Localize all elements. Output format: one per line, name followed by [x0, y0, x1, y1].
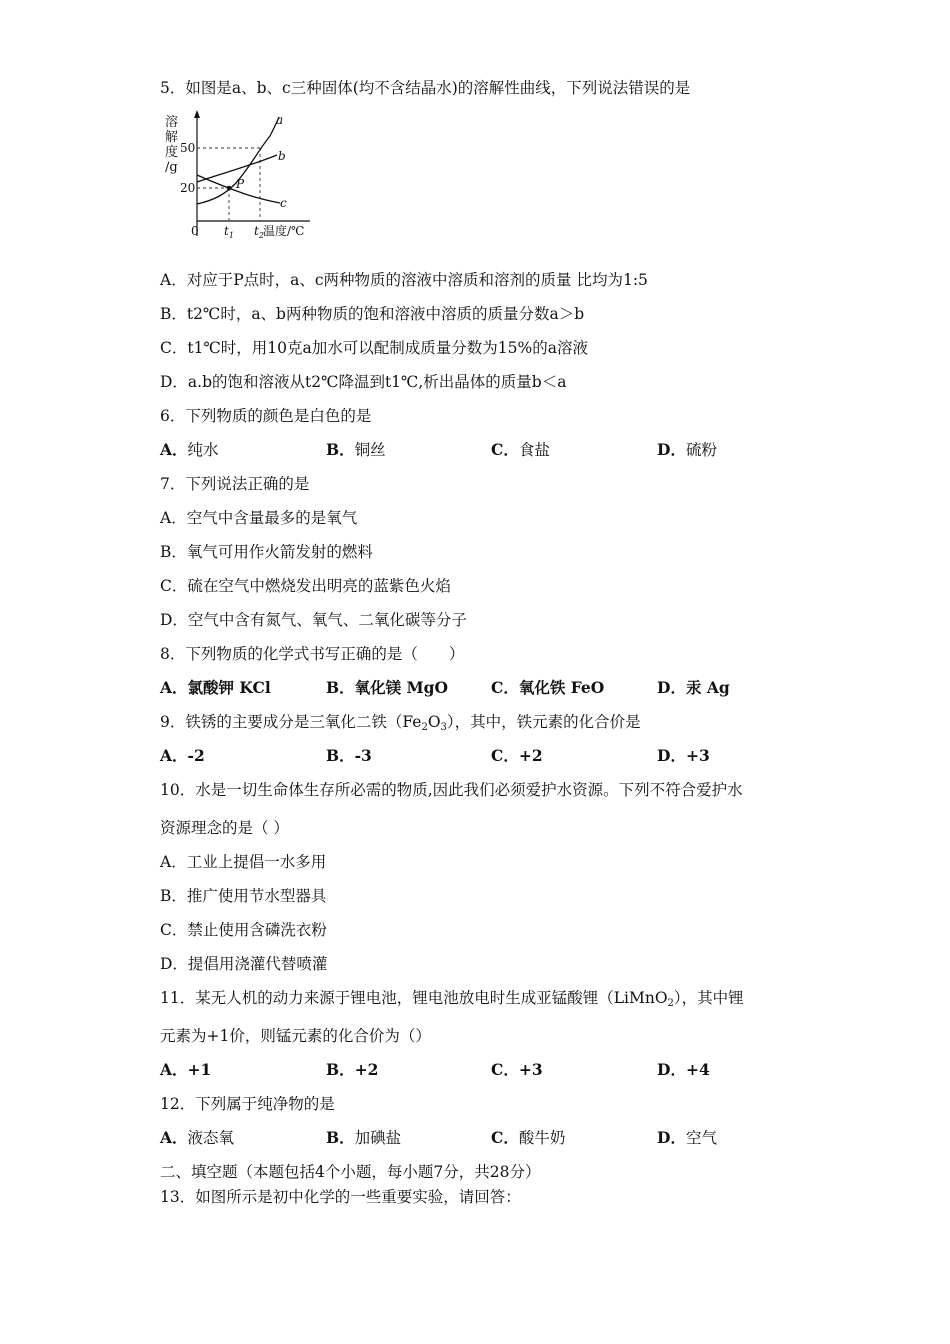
q7-option-c: C．硫在空气中燃烧发出明亮的蓝紫色火焰	[160, 577, 451, 595]
q10-option-d: D．提倡用浇灌代替喷灌	[160, 955, 328, 973]
q5-option-c: C．t1℃时，用10克a加水可以配制成质量分数为15%的a溶液	[160, 339, 588, 357]
q9-option-b: B．-3	[326, 746, 372, 765]
q12-option-b: B．加碘盐	[326, 1128, 402, 1147]
q8-option-d: D．汞 Ag	[657, 678, 730, 697]
q5-stem: 5．如图是a、b、c三种固体(均不含结晶水)的溶解性曲线，下列说法错误的是	[160, 79, 691, 97]
q6-option-d: D．硫粉	[657, 440, 717, 459]
label-c: c	[280, 196, 287, 210]
q7-option-b: B．氧气可用作火箭发射的燃料	[160, 543, 373, 561]
q11-stem-line1: 11．某无人机的动力来源于锂电池，锂电池放电时生成亚锰酸锂（LiMnO$_2$），其中锂	[160, 989, 744, 1009]
q6-stem: 6．下列物质的颜色是白色的是	[160, 407, 372, 425]
solubility-graph	[160, 108, 320, 243]
ylabel-1: 溶	[165, 115, 179, 130]
q11-option-d: D．+4	[657, 1060, 710, 1079]
ylabel-3: 度	[165, 145, 179, 160]
q6-option-b: B．铜丝	[326, 440, 386, 459]
t2-label: $t_2$	[254, 224, 264, 240]
q12-option-a: A．液态氧	[160, 1128, 235, 1147]
q9-option-d: D．+3	[657, 746, 710, 765]
q10-option-a: A．工业上提倡一水多用	[160, 853, 327, 871]
xlabel: 温度/℃	[263, 224, 305, 238]
ytick-50: 50	[180, 141, 196, 155]
q9-stem: 9．铁锈的主要成分是三氧化二铁$(Fe_2O_3)$，其中，铁元素的化合价是	[160, 713, 641, 733]
q10-option-c: C．禁止使用含磷洗衣粉	[160, 921, 327, 939]
point-p	[227, 186, 232, 191]
q11-option-c: C．+3	[491, 1060, 543, 1079]
q7-option-a: A．空气中含量最多的是氧气	[160, 509, 358, 527]
q12-option-c: C．酸牛奶	[491, 1128, 566, 1147]
q8-option-c: C．氧化铁 FeO	[491, 678, 605, 697]
q10-option-b: B．推广使用节水型器具	[160, 887, 327, 905]
q6-option-a: A．纯水	[160, 440, 219, 459]
q13-stem: 13．如图所示是初中化学的一些重要实验，请回答：	[160, 1188, 521, 1206]
label-b: b	[278, 149, 286, 163]
q5-option-a: A．对应于P点时，a、c两种物质的溶液中溶质和溶剂的质量 比均为1:5	[160, 271, 648, 289]
q11-stem-line2: 元素为+1价，则锰元素的化合价为（）	[160, 1027, 431, 1045]
q12-option-d: D．空气	[657, 1128, 717, 1147]
q8-option-a: A．氯酸钾 KCl	[160, 678, 271, 697]
y-axis-arrow	[194, 110, 200, 118]
q11-option-b: B．+2	[326, 1060, 379, 1079]
q10-stem-line1: 10．水是一切生命体生存所必需的物质,因此我们必须爱护水资源。下列不符合爱护水	[160, 781, 743, 799]
origin-label: 0	[191, 224, 199, 238]
section-heading: 二、填空题（本题包括4个小题，每小题7分，共28分）	[160, 1163, 541, 1181]
q6-option-c: C．食盐	[491, 440, 550, 459]
q11-option-a: A．+1	[160, 1060, 212, 1079]
q10-stem-line2: 资源理念的是（ ）	[160, 819, 289, 837]
label-a: a	[276, 113, 284, 127]
q5-option-d: D．a.b的饱和溶液从t2℃降温到t1℃,析出晶体的质量b＜a	[160, 373, 567, 391]
q8-option-b: B．氧化镁 MgO	[326, 678, 449, 697]
ylabel-2: 解	[165, 130, 179, 145]
q5-option-b: B．t2℃时，a、b两种物质的饱和溶液中溶质的质量分数a＞b	[160, 305, 585, 323]
q9-option-c: C．+2	[491, 746, 543, 765]
q12-stem: 12．下列属于纯净物的是	[160, 1095, 335, 1113]
q7-stem: 7．下列说法正确的是	[160, 475, 310, 493]
q7-option-d: D．空气中含有氮气、氧气、二氧化碳等分子	[160, 611, 467, 629]
t1-label: $t_1$	[224, 224, 234, 240]
label-p: P	[236, 177, 245, 191]
q9-option-a: A．-2	[160, 746, 205, 765]
ytick-20: 20	[180, 181, 196, 195]
ylabel-4: /g	[165, 160, 178, 175]
q8-stem: 8．下列物质的化学式书写正确的是（ ）	[160, 645, 465, 663]
